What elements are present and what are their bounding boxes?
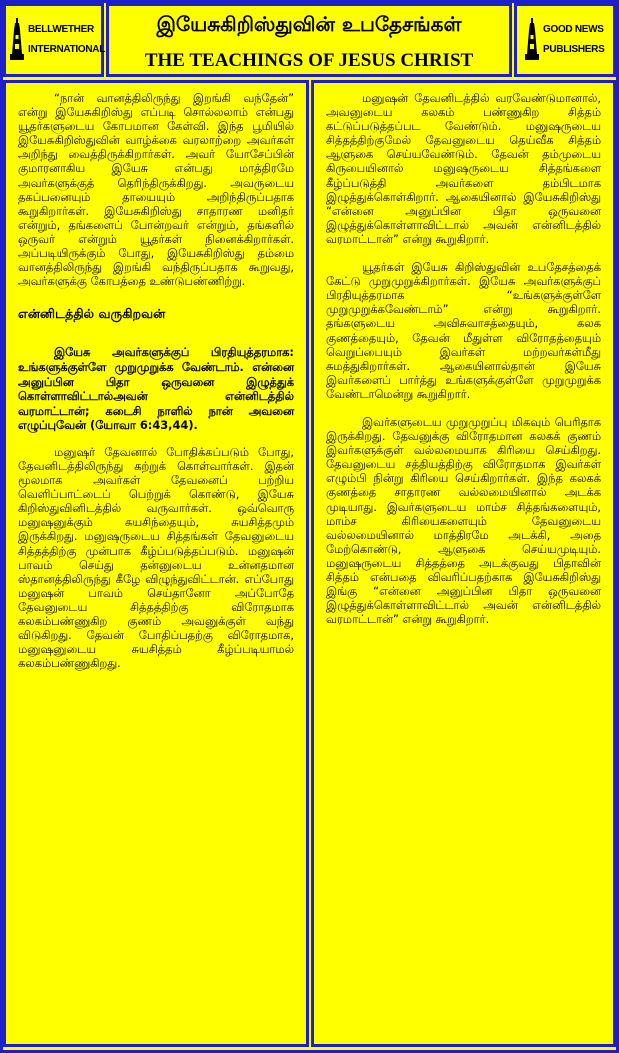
title-box <box>106 3 512 77</box>
page-title-tamil: இயேசுகிறிஸ்துவின் உபதேசங்கள் <box>156 12 462 36</box>
right-paragraph-2: யூதர்கள் இயேசு கிறிஸ்துவின் உபதேசத்தைக் கேட்டு முறுமுறுக்கிறார்கள். இயேசு அவர்களுக்குப் பிரதியுத்தரமாக “உங்களுக்குள்ளே முறுமுறுக்கவேண்டாம்” என்று கூறுகிறார். தங்களுடைய அவிசுவாசத்தையும், கலக குணத்தையும், தேவன் மீதுள்ள விரோதத்தையும் வெறுப்பையும் இவர்கள் மற்றவர்கள்மீது சுமத்துகிறார்கள். ஆகையினால்தான் இயேசு இவர்களைப் பார்த்து உங்களுக்குள்ளே முறுமுறுக்க வேண்டாமென்று கூறுகிறார். <box>326 260 601 401</box>
left-logo-line2: INTERNATIONAL <box>28 44 106 55</box>
right-logo-line2: PUBLISHERS <box>543 44 605 55</box>
page-title-english: THE TEACHINGS OF JESUS CHRIST <box>144 50 474 71</box>
left-logo-line1: BELLWETHER <box>28 24 94 35</box>
scripture-quote: இயேசு அவர்களுக்குப் பிரதியுத்தரமாக: உங்களுக்குள்ளே முறுமுறுக்க வேண்டாம். என்னை அனுப்பின பிதா ஒருவனை இழுத்துக் கொள்ளாவிட்டால்அவன் என்னிடத்தில் வரமாட்டான்; கடைசி நாளில் நான் அவனை எழுப்புவேன் (யோவா 6:43,44). <box>18 345 294 433</box>
right-logo-line1: GOOD NEWS <box>543 24 604 35</box>
right-column <box>311 80 616 1047</box>
right-paragraph-3: இவர்களுடைய முறுமுறுப்பு மிகவும் பெரிதாக இருக்கிறது. தேவனுக்கு விரோதமான கலகக் குணம் இவர்களுக்குள் வல்லமையாக கிரியை செய்கிறது. தேவனுடைய சத்தியத்திற்கு விரோதமாக இவர்கள் எழும்பி நின்று கிரியை செய்கிறார்கள். இந்த கலகக் குணத்தை சாதாரண வல்லமையினால் அடக்க முடியாது. இவர்களுடைய மாம்ச சித்தங்களையும், மாம்ச கிரியைகளையும் தேவனுடைய வல்லமையினால் மாத்திரமே அடக்கி, அதை மேற்கொண்டு, ஆளுகை செய்யமுடியும். மனுஷருடைய சித்தத்தை அடக்குவது பிதாவின் சித்தம் என்பதை விவரிப்பதற்காக இயேசுகிறிஸ்து இங்கு “என்னை அனுப்பின பிதா ஒருவனை இழுத்துக்கொள்ளாவிட்டால் அவன் என்னிடத்தில் வரமாட்டான்” என்று கூறுகிறார். <box>326 414 601 627</box>
left-column <box>3 80 309 1047</box>
tower-icon <box>525 18 539 60</box>
left-paragraph-1: “நான் வானத்திலிருந்து இறங்கி வந்தேன்” என்று இயேசுகிறிஸ்து எப்படி சொல்லலாம் என்பது யூதர்களுடைய கோபமான கேள்வி. இந்த பூமியில் இயேசுகிறிஸ்துவின் வாழ்க்கை வரலாற்றை அவர்கள் அறிந்து வைத்திருக்கிறார்கள். அவர் யோசேப்பின் குமாரனாகிய இயேசு என்பது மாத்திரமே அவர்களுக்குத் தெரிந்திருக்கிறது. அவருடைய தகப்பனையும் தாயையும் அறிந்திருப்பதாக கூறுகிறார்கள். இயேசுகிறிஸ்து சாதாரண மனிதர் என்றும், தங்களைப் போன்றவர் என்றும், தங்களில் ஒருவர் என்றும் யூதர்கள் நினைக்கிறார்கள். அப்படியிருக்கும் போது, இயேசுகிறிஸ்து தம்மை வானத்திலிருந்து இறங்கி வந்திருப்பதாக கூறுவது, அவர்களுக்கு கோபத்தை உண்டுபண்ணிற்று. <box>18 91 294 289</box>
page-header <box>0 0 619 80</box>
right-logo-box <box>514 3 616 77</box>
section-heading: என்னிடத்தில் வருகிறவன் <box>18 306 166 322</box>
left-logo-box <box>3 3 104 77</box>
left-paragraph-2: மனுஷர் தேவனால் போதிக்கப்படும் போது, தேவனிடத்திலிருந்து கற்றுக் கொள்வார்கள். இதன் மூலமாக அவர்கள் தேவனைப் பற்றிய வெளிப்பாட்டைப் பெற்றுக் கொண்டு, இயேசு கிறிஸ்துவினிடத்தில் வருவார்கள். ஒவ்வொரு மனுஷனுக்கும் சுயசிந்தையும், சுயசித்தமும் இருக்கிறது. மனுஷருடைய சித்தங்கள் தேவனுடைய சித்தத்திற்கு முன்பாக கீழ்ப்படுத்தப்படும். மனுஷன் பாவம் செய்து தன்னுடைய உன்னதமான ஸ்தானத்திலிருந்து கீழே விழுந்துவிட்டான். எப்போது மனுஷன் பாவம் செய்தானோ அப்போதே தேவனுடைய சித்தத்திற்கு விரோதமாக கலகம்பண்ணுகிற குணம் அவனுக்குள் வந்து விடுகிறது. தேவன் போதிப்பதற்கு விரோதமாக, மனுஷனுடைய சுயசித்தம் கீழ்ப்படியாமல் கலகம்பண்ணுகிறது. <box>18 444 294 671</box>
right-paragraph-1: மனுஷன் தேவனிடத்தில் வரவேண்டுமானால், அவனுடைய கலகம் பண்ணுகிற சித்தம் கட்டுப்படுத்தப்பட வேண்டும். மனுஷருடைய சித்தத்திற்குமேல் தேவனுடைய தெய்வீக சித்தம் ஆளுகை செய்யவேண்டும். தேவன் தம்முடைய கிருபையினால் மனுஷருடைய சித்தங்களை கீழ்ப்படுத்தி அவர்களை தம்பிடமாக இழுத்துக்கொள்கிறார். ஆகையினால் இயேசுகிறிஸ்து “என்னை அனுப்பின பிதா ஒருவனை இழுத்துக்கொள்ளாவிட்டால் அவன் என்னிடத்தில் வரமாட்டான்” என்று கூறுகிறார். <box>326 91 601 246</box>
tower-icon <box>10 18 24 60</box>
